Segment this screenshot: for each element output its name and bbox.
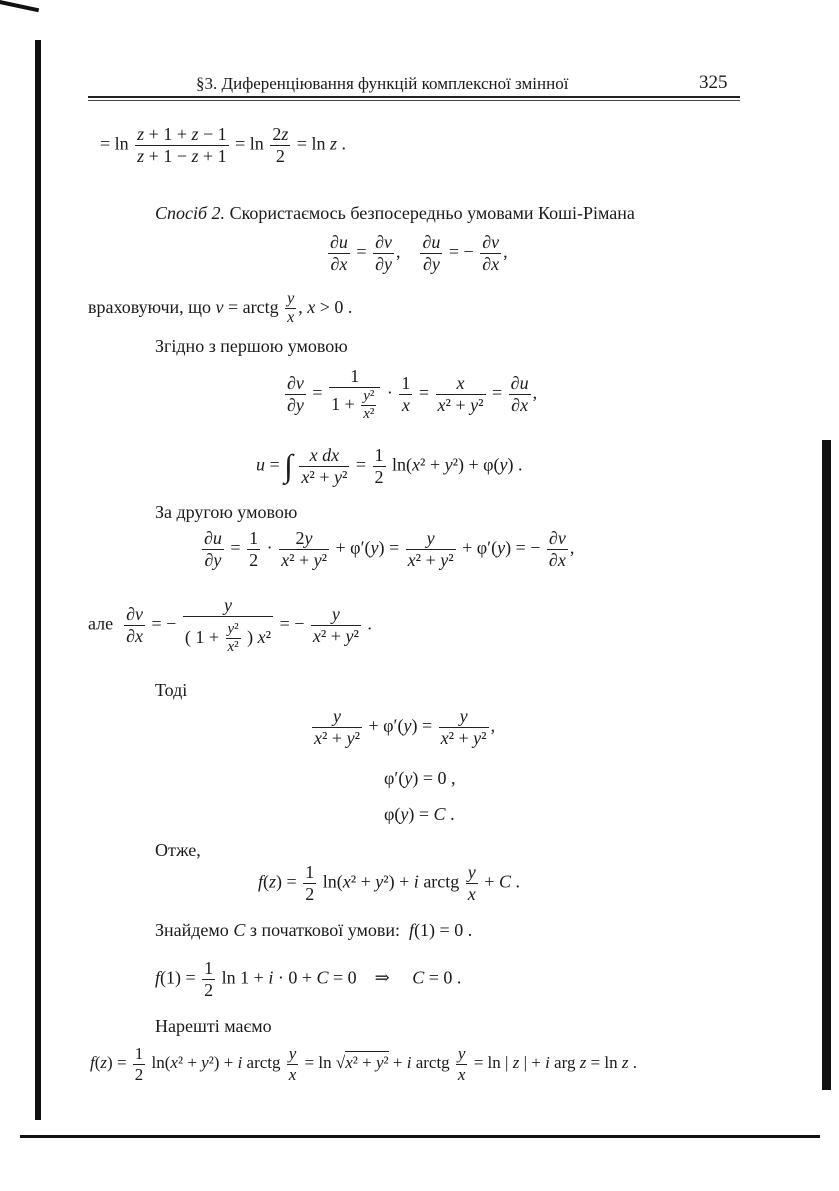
find-c-label: Знайдемо [155, 920, 229, 940]
equation-ln-simplify: = ln $\frac{z + 1 + z - 1}{z + 1 - z + 1}$ = ln $\frac{2z}{2}$ = ln z . [100, 124, 346, 166]
equation-f1: f(1) = $\frac{1}{2}$ ln 1 + i · 0 + C = 0 ⇒ C = 0 . [155, 958, 462, 1000]
then-label: Тоді [155, 680, 188, 700]
method2-text: Скористаємось безпосередньо умовами Коші-Рімана [225, 203, 635, 223]
finally-label: Нарешті маємо [155, 1016, 272, 1036]
header-rule [88, 96, 740, 98]
header-rule-thin [88, 100, 740, 101]
equation-dv-dx: але $\frac{\partial v}{\partial x}$ = − y ( 1 + $\frac{\text{y²}}{\text{x²}}$ ) x² = − $\frac{y}{\text{x² + y²}}$ . [88, 595, 372, 655]
equation-phi-prime-zero: φ′(y) = 0 , [384, 768, 456, 788]
equation-f-general: f(z) = $\frac{1}{2}$ ln(x² + y²) + i arctg $\frac{y}{x}$ + C . [258, 862, 520, 904]
first-condition-label: Згідно з першою умовою [155, 336, 348, 356]
cauchy-riemann-equations: $\frac{\partial u}{\partial x}$ = $\frac{\partial v}{\partial y}$ , $\frac{\partial u}{\partial y}$ = − $\frac{\partial v}{\partial x}$ , [330, 232, 508, 274]
equation-phi-compare: $\frac{y}{\text{x² + y²}}$ + φ′(y) = $\frac{y}{\text{x² + y²}}$ , [314, 706, 496, 748]
scan-mark-left [35, 40, 41, 1120]
running-head: §3. Диференціювання функцій комплексної змінної [196, 74, 569, 93]
equation-du-dy: $\frac{\partial u}{\partial y}$ = $\frac{1}{2}$ · $\frac{2y}{\text{x² + y²}}$ + φ′(y) = $\frac{y}{\text{x² + y²}}$ + φ′(y) = − $\frac{\partial v}{\partial x}$ , [204, 528, 575, 570]
scan-corner-tl [0, 0, 39, 12]
considering-label: враховуючи, що [88, 297, 211, 318]
equation-dv-dy: $\frac{\partial v}{\partial y}$ = 1 1 + $\frac{\text{y²}}{\text{x²}}$ · $\frac{1}{x}$ = $\frac{x}{\text{x² + y²}}$ = $\frac{\partial u}{\partial x}$ , [287, 366, 538, 422]
method2-label: Спосіб 2. [155, 203, 226, 223]
equation-u-integral: u = ∫ $\frac{\text{x dx}}{\text{x² + y²}}$ = $\frac{1}{2}$ ln(x² + y²) + φ(y) . [256, 445, 523, 487]
equation-phi-const: φ(y) = C . [384, 804, 455, 824]
considering-line: враховуючи, що v = arctg $\frac{y}{x}$ , x > 0 . [88, 290, 353, 327]
second-condition-label: За другою умовою [155, 502, 298, 522]
therefore-label: Отже, [155, 840, 201, 860]
but-label: але [88, 613, 114, 634]
equation-final: f(z) = $\frac{1}{2}$ ln(x² + y²) + i arctg $\frac{y}{x}$ = ln √x² + y² + i arctg $\frac{y}{x}$ = ln | z | + i arg z = ln z . [90, 1044, 638, 1084]
find-c-tail: з початкової умови: [249, 920, 401, 940]
method2-paragraph [155, 203, 635, 224]
scan-mark-right [822, 440, 831, 1090]
find-c-line: Знайдемо C з початкової умови: f(1) = 0 . [155, 920, 473, 940]
page-number: 325 [699, 72, 728, 93]
bottom-scan-rule [20, 1135, 820, 1138]
